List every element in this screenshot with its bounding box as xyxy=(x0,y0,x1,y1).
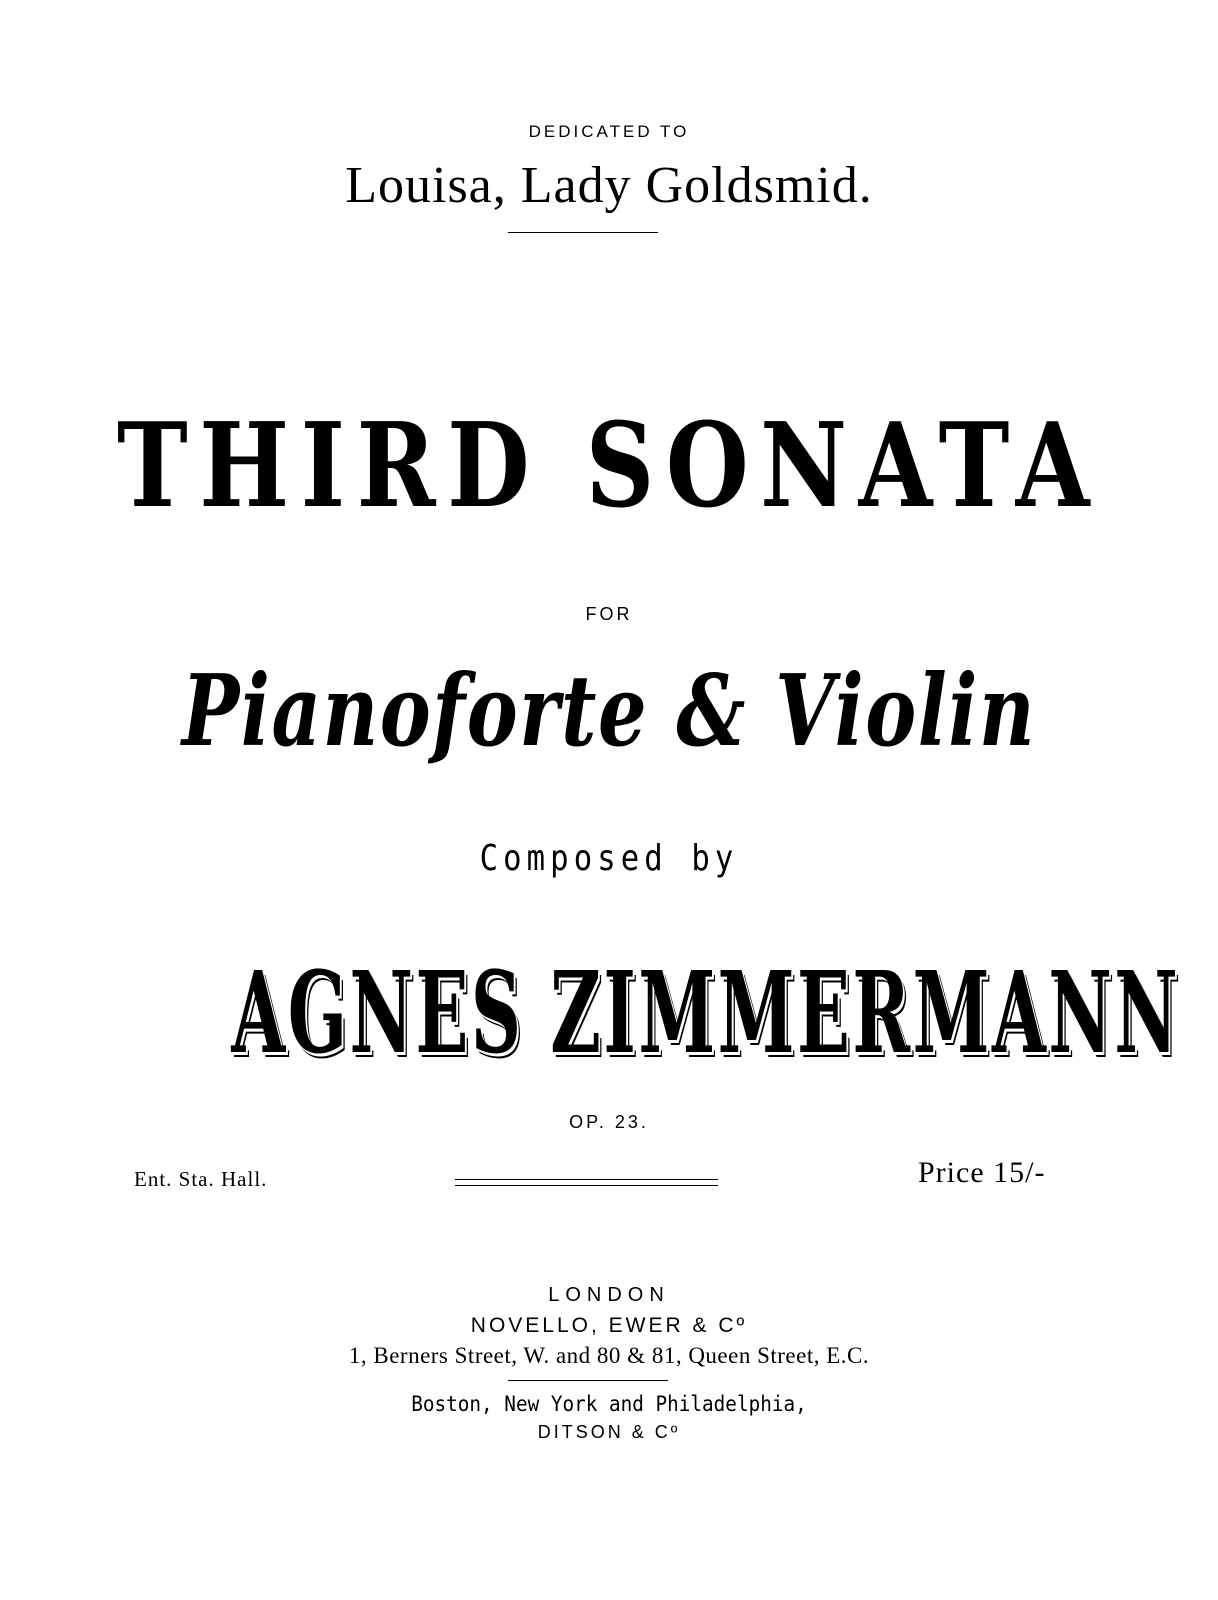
double-rule xyxy=(455,1179,718,1186)
dedication-label: DEDICATED TO xyxy=(528,122,690,141)
dedicatee-name: Louisa, Lady Goldsmid. xyxy=(345,157,873,214)
work-title: THIRD SONATA xyxy=(116,398,1102,534)
composed-by-label: Composed by xyxy=(479,838,739,879)
publisher-address: 1, Berners Street, W. and 80 & 81, Queen Street, E.C. xyxy=(348,1343,870,1368)
registration-note: Ent. Sta. Hall. xyxy=(134,1167,268,1191)
composer-name: AGNES ZIMMERMANN xyxy=(231,948,1181,1079)
opus-number: OP. 23. xyxy=(569,1112,649,1132)
instrumentation: Pianoforte & Violin xyxy=(181,654,1037,769)
distribution-cities: Boston, New York and Philadelphia, xyxy=(411,1392,807,1416)
divider-rule xyxy=(508,232,658,233)
publisher-name: NOVELLO, EWER & Cº xyxy=(470,1314,748,1337)
price-label: Price 15/- xyxy=(918,1156,1046,1189)
divider-rule-lower xyxy=(508,1380,668,1381)
for-label: FOR xyxy=(585,604,633,624)
distribution-agent: DITSON & Cº xyxy=(537,1422,681,1442)
publisher-city: LONDON xyxy=(548,1284,670,1306)
